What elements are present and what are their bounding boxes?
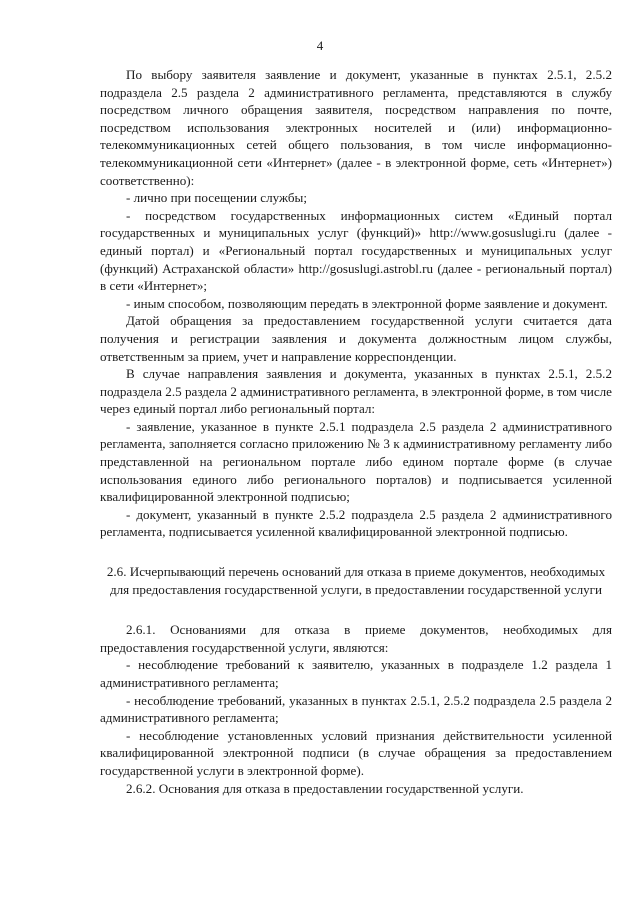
paragraph: В случае направления заявления и документа, указанных в пунктах 2.5.1, 2.5.2 подраздела 2.5 раздела 2 административного регламента, в электронной форме, в том числе через единый портал либо региональный портал: [100,366,612,417]
paragraph: 2.6.2. Основания для отказа в предоставлении государственной услуги. [126,780,524,796]
list-item: - несоблюдение требований к заявителю, указанных в подразделе 1.2 раздела 1 административного регламента; [100,657,612,690]
section-heading: 2.6. Исчерпывающий перечень оснований для отказа в приеме документов, необходимых для предоставления государственной услуги, в предоставлении государственной услуги [106,564,606,597]
list-item: - иным способом, позволяющим передать в электронной форме заявление и документ. [126,295,608,311]
list-item: - посредством государственных информационных систем «Единый портал государственных и муниципальных услуг (функций)» http://www.gosuslugi.ru (далее - единый портал) и «Региональный портал государственных и муниципальных услуг (функций) Астраханской области» http://gosuslugi.astrobl.ru (далее - региональный портал) в сети «Интернет»; [100,207,612,294]
document-body [100,66,612,797]
paragraph: 2.6.1. Основаниями для отказа в приеме документов, необходимых для предоставления государственной услуги, являются: [100,622,612,655]
list-item: - документ, указанный в пункте 2.5.2 подраздела 2.5 раздела 2 административного регламента, подписывается усиленной квалифицированной электронной подписью. [100,506,612,540]
page-number: 4 [316,38,324,53]
paragraph: По выбору заявителя заявление и документ, указанные в пунктах 2.5.1, 2.5.2 подраздела 2.5 раздела 2 административного регламента, представляются в службу посредством личного обращения заявителя, посредством направления по почте, посредством использования электронных носителей и (или) информационно-телекоммуникационных сетей общего пользования, в том числе информационно-телекоммуникационной сети «Интернет» (далее - в электронной форме, сеть «Интернет») соответственно): [100,67,612,188]
list-item: - заявление, указанное в пункте 2.5.1 подраздела 2.5 раздела 2 административного регламента, заполняется согласно приложению № 3 к административному регламенту либо представленной на региональном портале либо едином портале форме (в случае использования единого либо регионального порталов) и подписывается усиленной квалифицированной электронной подписью; [100,418,612,505]
list-item: - несоблюдение требований, указанных в пунктах 2.5.1, 2.5.2 подраздела 2.5 раздела 2 административного регламента; [100,692,612,726]
list-item: - несоблюдение установленных условий признания действительности усиленной квалифицированной электронной подписи (в случае обращения за предоставлением государственной услуги в электронной форме). [100,727,612,778]
paragraph: Датой обращения за предоставлением государственной услуги считается дата получения и регистрации заявления и документа должностным лицом службы, ответственным за прием, учет и направление корреспонденции. [100,313,612,364]
list-item: - лично при посещении службы; [126,190,307,206]
